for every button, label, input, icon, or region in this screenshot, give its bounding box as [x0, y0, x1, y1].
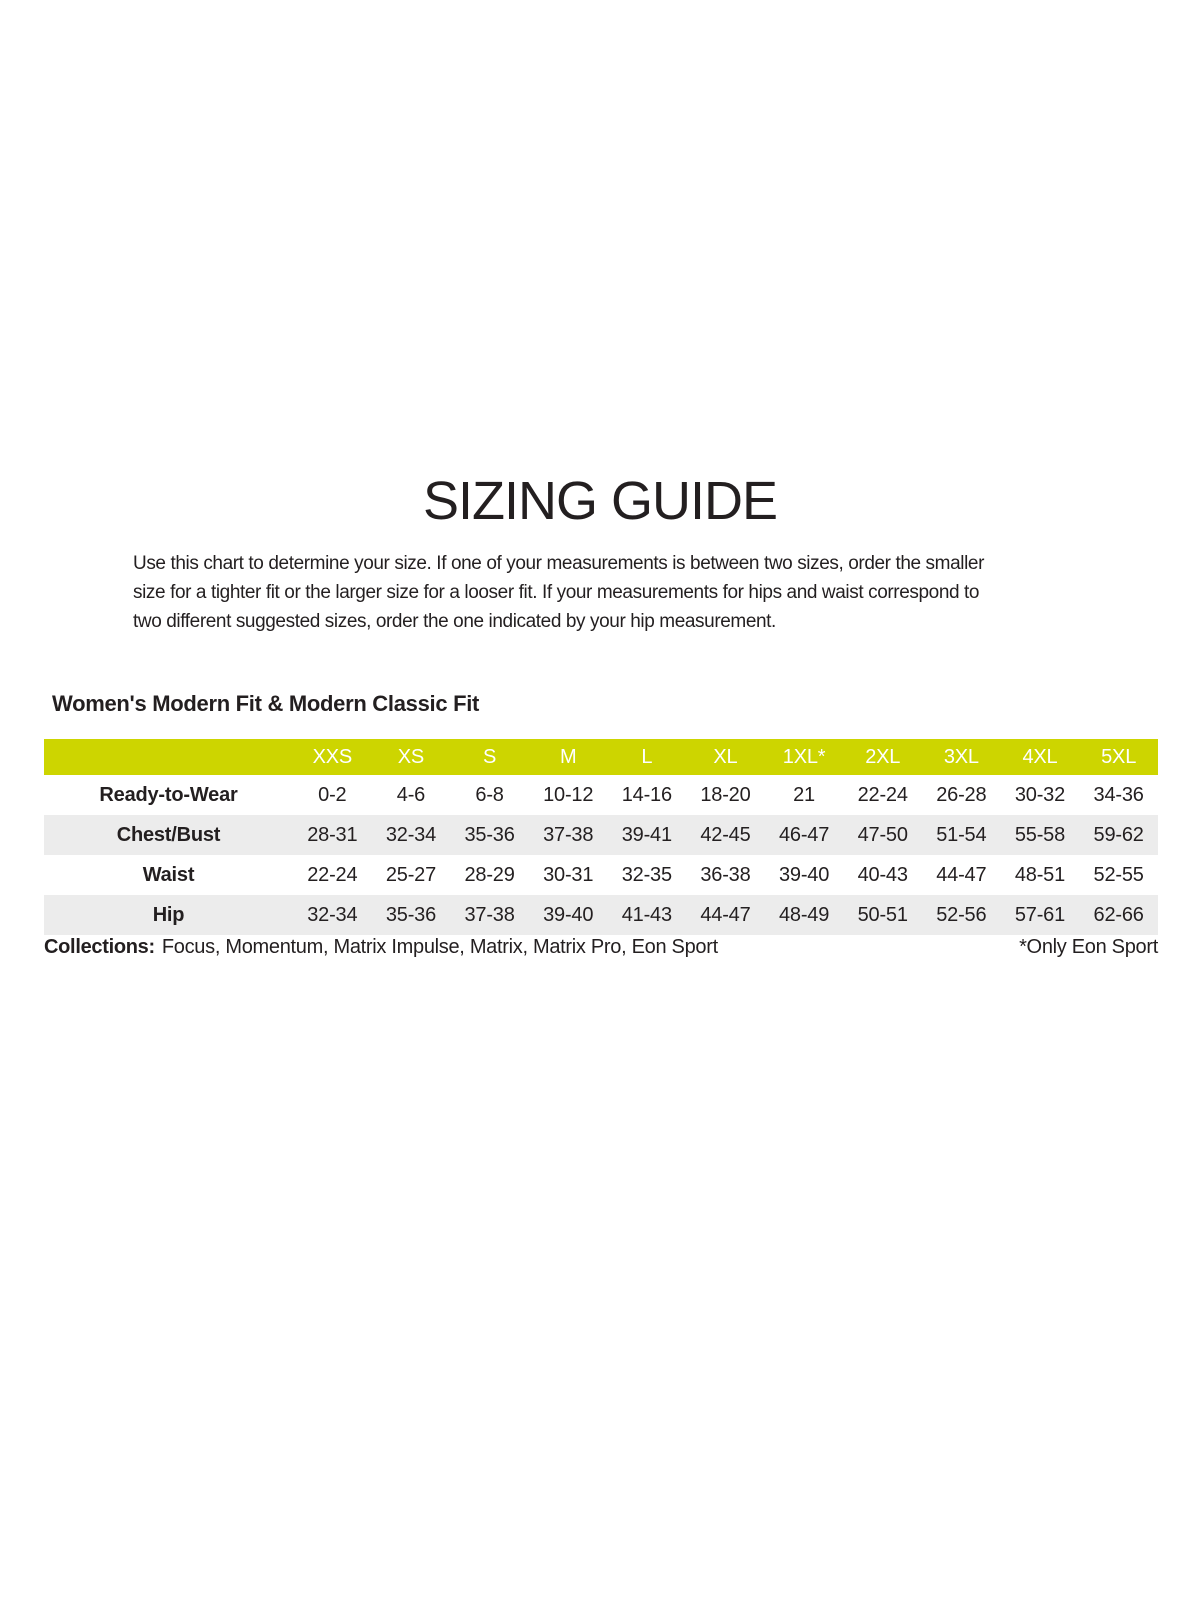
size-col-header: XS	[372, 739, 451, 775]
table-row-chest-bust	[44, 815, 1158, 855]
collections-label: Collections:	[44, 936, 155, 958]
footnote: *Only Eon Sport	[1019, 936, 1158, 958]
size-value: 14-16	[621, 783, 672, 806]
intro-line: two different suggested sizes, order the one indicated by your hip measurement.	[133, 611, 776, 632]
size-col-header: XXS	[293, 739, 372, 775]
size-value: 55-58	[1014, 823, 1066, 846]
row-label: Hip	[152, 903, 185, 926]
size-col-header: M	[529, 739, 608, 775]
size-value: 57-61	[1014, 903, 1066, 926]
size-col-header: L	[608, 739, 687, 775]
intro-line: Use this chart to determine your size. If one of your measurements is between two sizes, order the smaller	[133, 553, 984, 574]
size-value: 42-45	[700, 823, 751, 846]
size-table-header-row	[44, 739, 1158, 775]
size-value: 39-40	[778, 863, 830, 886]
size-col-header: 2XL	[843, 739, 922, 775]
size-value: 4-6	[396, 783, 426, 806]
size-value: 46-47	[778, 823, 830, 846]
size-value: 22-24	[307, 863, 358, 886]
size-value: 51-54	[936, 823, 987, 846]
size-value: 18-20	[700, 783, 751, 806]
size-value: 48-49	[778, 903, 830, 926]
size-value: 32-35	[621, 863, 672, 886]
size-value: 0-2	[318, 783, 347, 806]
size-col-header: 1XL*	[765, 739, 844, 775]
table-row-ready-to-wear	[44, 775, 1158, 815]
size-value: 41-43	[621, 903, 672, 926]
size-value: 59-62	[1093, 823, 1144, 846]
size-value: 50-51	[857, 903, 908, 926]
size-value: 25-27	[385, 863, 437, 886]
page-title: SIZING GUIDE	[422, 471, 778, 531]
size-value: 36-38	[700, 863, 751, 886]
size-value: 34-36	[1093, 783, 1144, 806]
size-value: 47-50	[857, 823, 908, 846]
size-col-header: 5XL	[1079, 739, 1158, 775]
size-value: 52-56	[936, 903, 987, 926]
size-value: 39-41	[621, 823, 672, 846]
row-label: Chest/Bust	[116, 823, 221, 846]
size-value: 37-38	[464, 903, 515, 926]
size-value: 28-31	[307, 823, 358, 846]
size-value: 21	[793, 783, 815, 806]
size-value: 32-34	[385, 823, 437, 846]
collections-line	[44, 936, 718, 959]
size-value: 35-36	[464, 823, 515, 846]
size-value: 10-12	[543, 783, 594, 806]
size-value: 6-8	[475, 783, 504, 806]
intro-paragraph	[133, 549, 984, 636]
size-value: 30-31	[543, 863, 594, 886]
size-value: 39-40	[543, 903, 594, 926]
size-value: 28-29	[464, 863, 515, 886]
size-col-header: S	[450, 739, 529, 775]
size-value: 44-47	[700, 903, 751, 926]
table-row-hip	[44, 895, 1158, 935]
intro-line: size for a tighter fit or the larger size for a looser fit. If your measurements for hips and waist correspond to	[133, 582, 980, 603]
size-value: 37-38	[543, 823, 594, 846]
size-value: 22-24	[857, 783, 908, 806]
size-col-header: 4XL	[1001, 739, 1080, 775]
size-value: 62-66	[1093, 903, 1144, 926]
size-table	[44, 739, 1158, 935]
size-value: 32-34	[307, 903, 358, 926]
table-row-waist	[44, 855, 1158, 895]
size-col-header: XL	[686, 739, 765, 775]
size-value: 44-47	[936, 863, 987, 886]
size-value: 48-51	[1014, 863, 1066, 886]
size-value: 30-32	[1014, 783, 1066, 806]
size-value: 40-43	[857, 863, 908, 886]
row-label: Waist	[142, 863, 195, 886]
row-label: Ready-to-Wear	[99, 783, 238, 806]
footer	[44, 936, 1158, 959]
size-value: 26-28	[936, 783, 987, 806]
size-col-header: 3XL	[922, 739, 1001, 775]
collections-value: Focus, Momentum, Matrix Impulse, Matrix, Matrix Pro, Eon Sport	[161, 936, 718, 958]
size-value: 52-55	[1093, 863, 1144, 886]
size-value: 35-36	[385, 903, 437, 926]
section-title: Women's Modern Fit & Modern Classic Fit	[52, 691, 480, 716]
corner-cell	[44, 739, 293, 775]
